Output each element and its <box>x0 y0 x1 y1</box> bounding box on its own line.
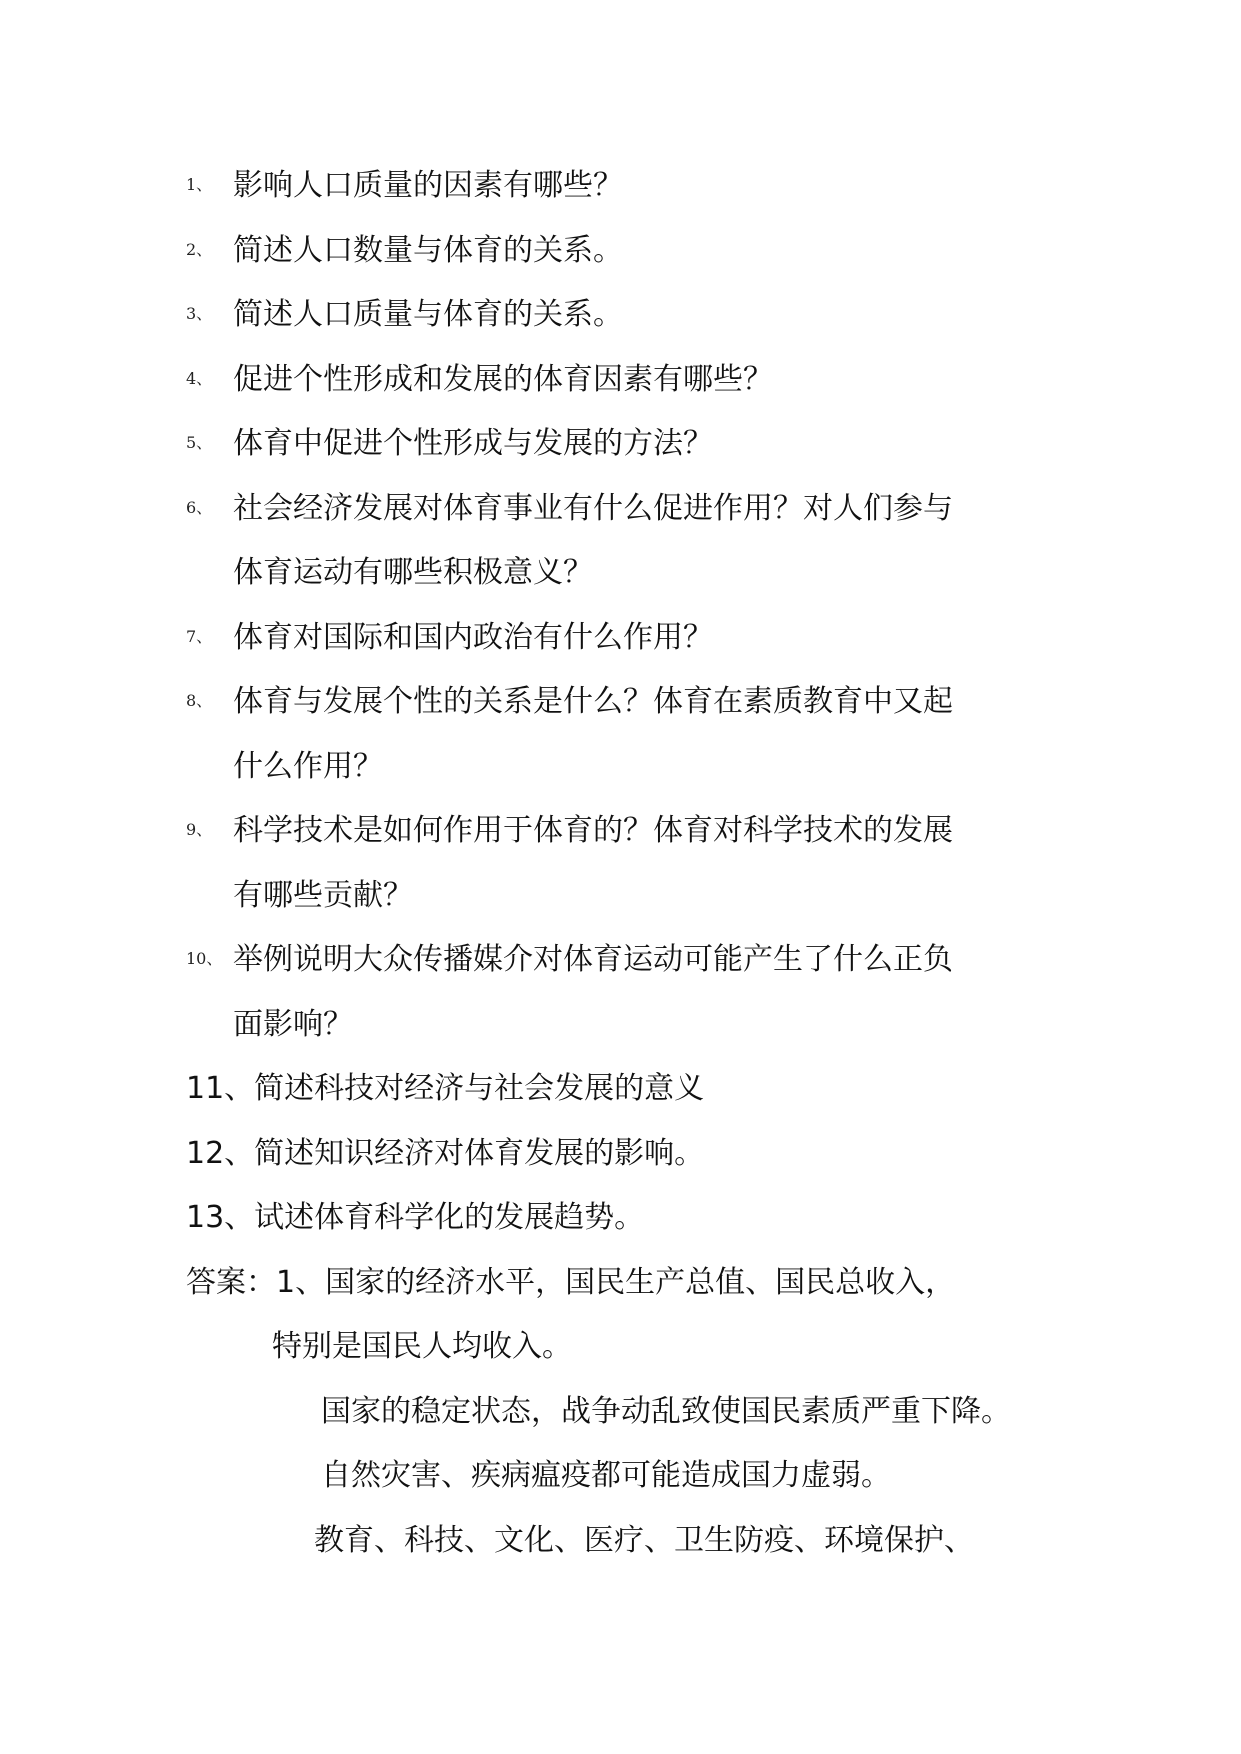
answer-line: 自然灾害、疾病瘟疫都可能造成国力虚弱。 <box>321 1458 891 1493</box>
answer-line: 教育、科技、文化、医疗、卫生防疫、环境保护、 <box>314 1522 974 1558</box>
question-number: 5、 <box>186 433 213 452</box>
question-text: 体育对国际和国内政治有什么作用？ <box>233 619 713 655</box>
question-text: 影响人口质量的因素有哪些？ <box>233 168 623 203</box>
question-item <box>186 219 1086 284</box>
question-text: 简述人口质量与体育的关系。 <box>233 297 623 332</box>
question-list <box>186 154 1086 1573</box>
question-text-continued: 有哪些贡献？ <box>233 877 413 913</box>
question-item-large: 13、试述体育科学化的发展趋势。 <box>186 1200 645 1235</box>
question-number: 6、 <box>186 497 213 517</box>
question-item <box>186 283 1086 348</box>
answer-line: 国家的稳定状态，战争动乱致使国民素质严重下降。 <box>321 1393 1011 1429</box>
question-number: 9、 <box>186 820 213 839</box>
question-text-continued: 面影响？ <box>233 1006 353 1042</box>
question-text: 体育与发展个性的关系是什么？体育在素质教育中又起 <box>233 684 953 719</box>
question-number: 3、 <box>186 304 213 323</box>
question-item <box>186 670 1086 799</box>
question-text: 体育中促进个性形成与发展的方法？ <box>233 426 713 461</box>
question-item <box>186 154 1086 219</box>
question-text: 举例说明大众传播媒介对体育运动可能产生了什么正负 <box>233 942 953 977</box>
question-text-continued: 体育运动有哪些积极意义？ <box>233 555 593 590</box>
question-item <box>186 412 1086 477</box>
question-number: 4、 <box>186 368 213 388</box>
question-text: 简述人口数量与体育的关系。 <box>233 232 623 268</box>
question-number: 2、 <box>186 239 213 259</box>
question-item <box>186 348 1086 413</box>
question-item <box>186 799 1086 928</box>
question-text: 促进个性形成和发展的体育因素有哪些？ <box>233 361 773 397</box>
question-number: 10、 <box>186 949 223 968</box>
question-text-continued: 什么作用？ <box>233 748 383 784</box>
question-number: 7、 <box>186 626 213 646</box>
question-item <box>186 606 1086 671</box>
question-item-large: 12、简述知识经济对体育发展的影响。 <box>186 1135 705 1171</box>
question-item <box>186 477 1086 606</box>
answer-section <box>186 1251 1086 1574</box>
question-item-large: 11、简述科技对经济与社会发展的意义 <box>186 1071 705 1106</box>
answer-line: 答案：1、国家的经济水平，国民生产总值、国民总收入， <box>186 1264 956 1300</box>
question-number: 8、 <box>186 691 213 710</box>
question-text: 科学技术是如何作用于体育的？体育对科学技术的发展 <box>233 813 953 848</box>
question-text: 社会经济发展对体育事业有什么促进作用？对人们参与 <box>233 490 953 526</box>
answer-line-continued: 特别是国民人均收入。 <box>272 1329 572 1364</box>
question-item <box>186 928 1086 1057</box>
question-number: 1、 <box>186 175 213 194</box>
